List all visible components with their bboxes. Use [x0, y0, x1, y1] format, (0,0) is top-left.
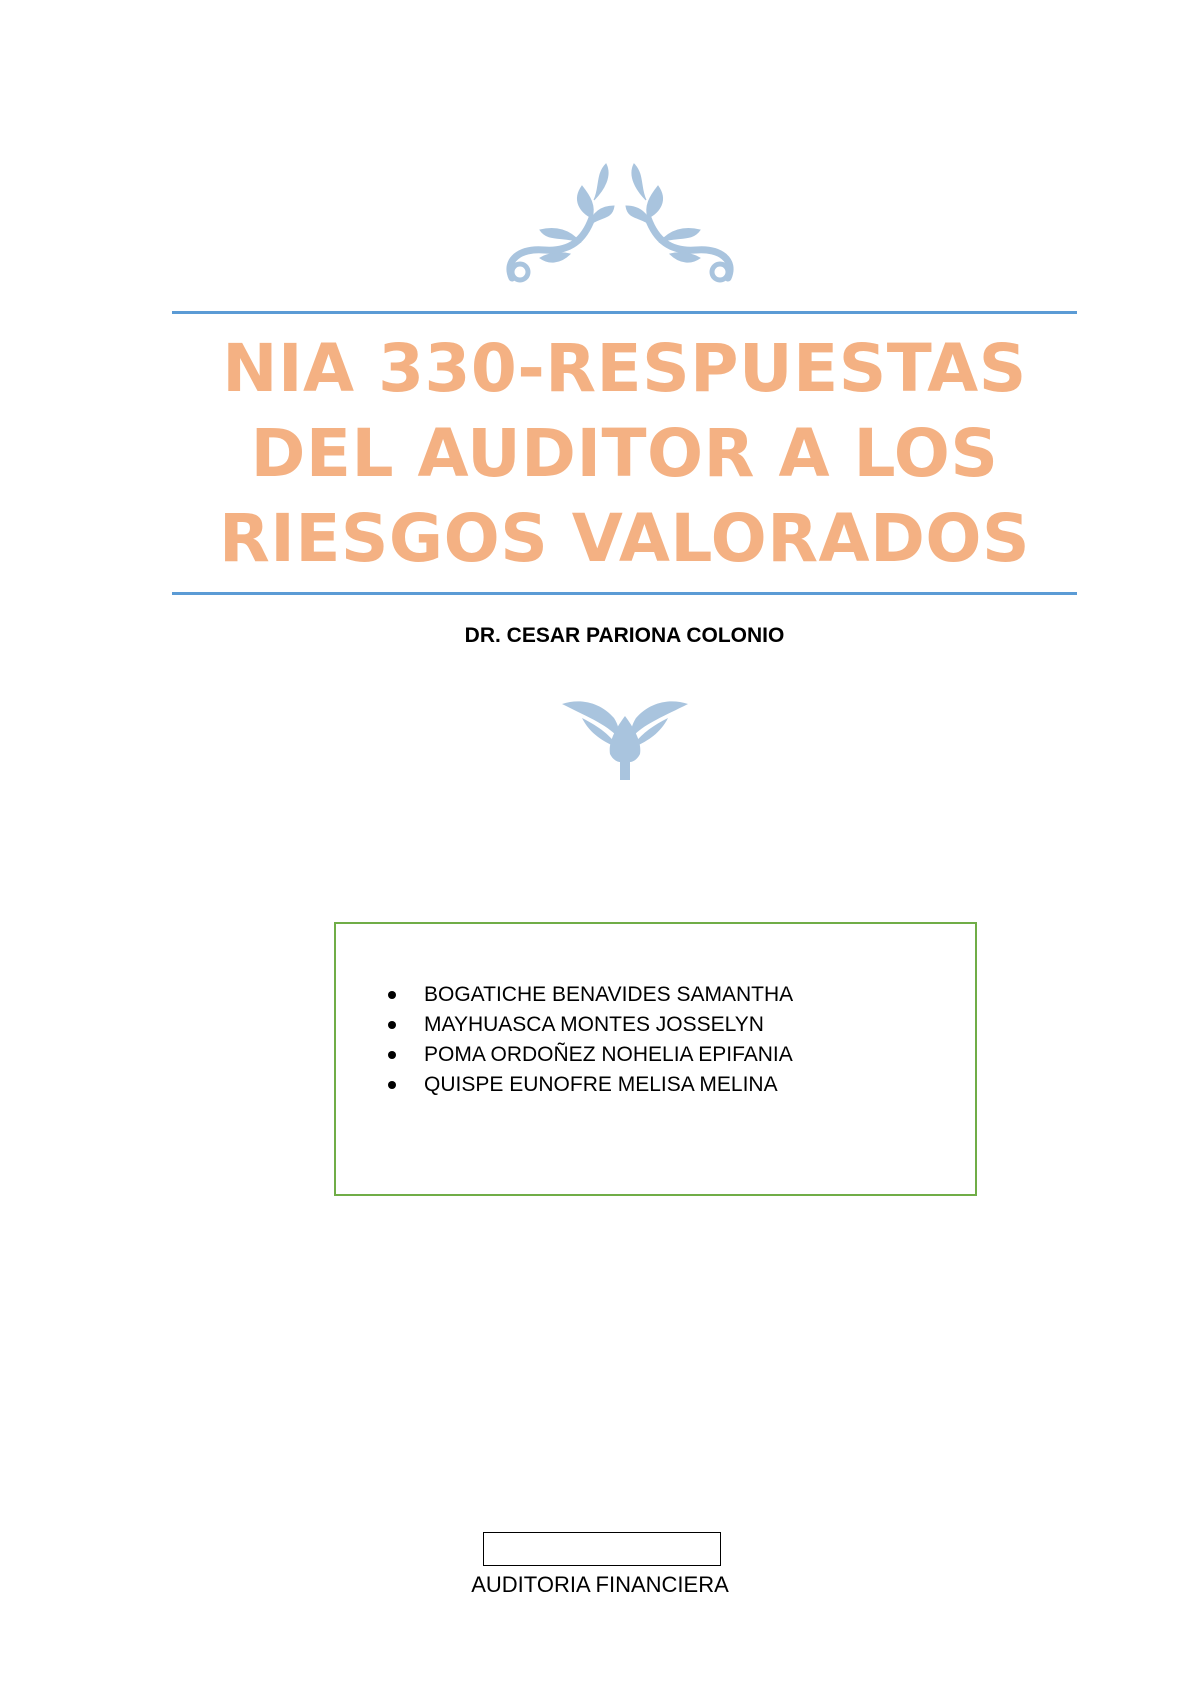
title-line: RIESGOS VALORADOS: [218, 500, 1031, 577]
document-title: [172, 326, 1077, 581]
list-item: [336, 1010, 793, 1040]
bullet-icon: [388, 1051, 396, 1059]
member-name: POMA ORDOÑEZ NOHELIA EPIFANIA: [424, 1043, 793, 1066]
title-line: DEL AUDITOR A LOS: [250, 415, 999, 492]
title-line: NIA 330-RESPUESTAS: [222, 330, 1027, 407]
member-name: MAYHUASCA MONTES JOSSELYN: [424, 1013, 764, 1036]
list-item: [336, 980, 793, 1010]
footer-text-box: [483, 1532, 721, 1566]
fleur-divider-icon: [560, 696, 690, 782]
course-name: AUDITORIA FINANCIERA: [471, 1572, 729, 1597]
author-name: DR. CESAR PARIONA COLONIO: [464, 624, 785, 647]
title-rule-top: [172, 311, 1077, 314]
member-name: QUISPE EUNOFRE MELISA MELINA: [424, 1073, 778, 1096]
bullet-icon: [388, 991, 396, 999]
members-box: [334, 922, 977, 1196]
title-rule-bottom: [172, 592, 1077, 595]
members-list: [336, 980, 793, 1100]
member-name: BOGATICHE BENAVIDES SAMANTHA: [424, 983, 794, 1006]
bullet-icon: [388, 1081, 396, 1089]
bullet-icon: [388, 1021, 396, 1029]
list-item: [336, 1040, 793, 1070]
floral-scroll-icon: [500, 160, 740, 292]
list-item: [336, 1070, 793, 1100]
